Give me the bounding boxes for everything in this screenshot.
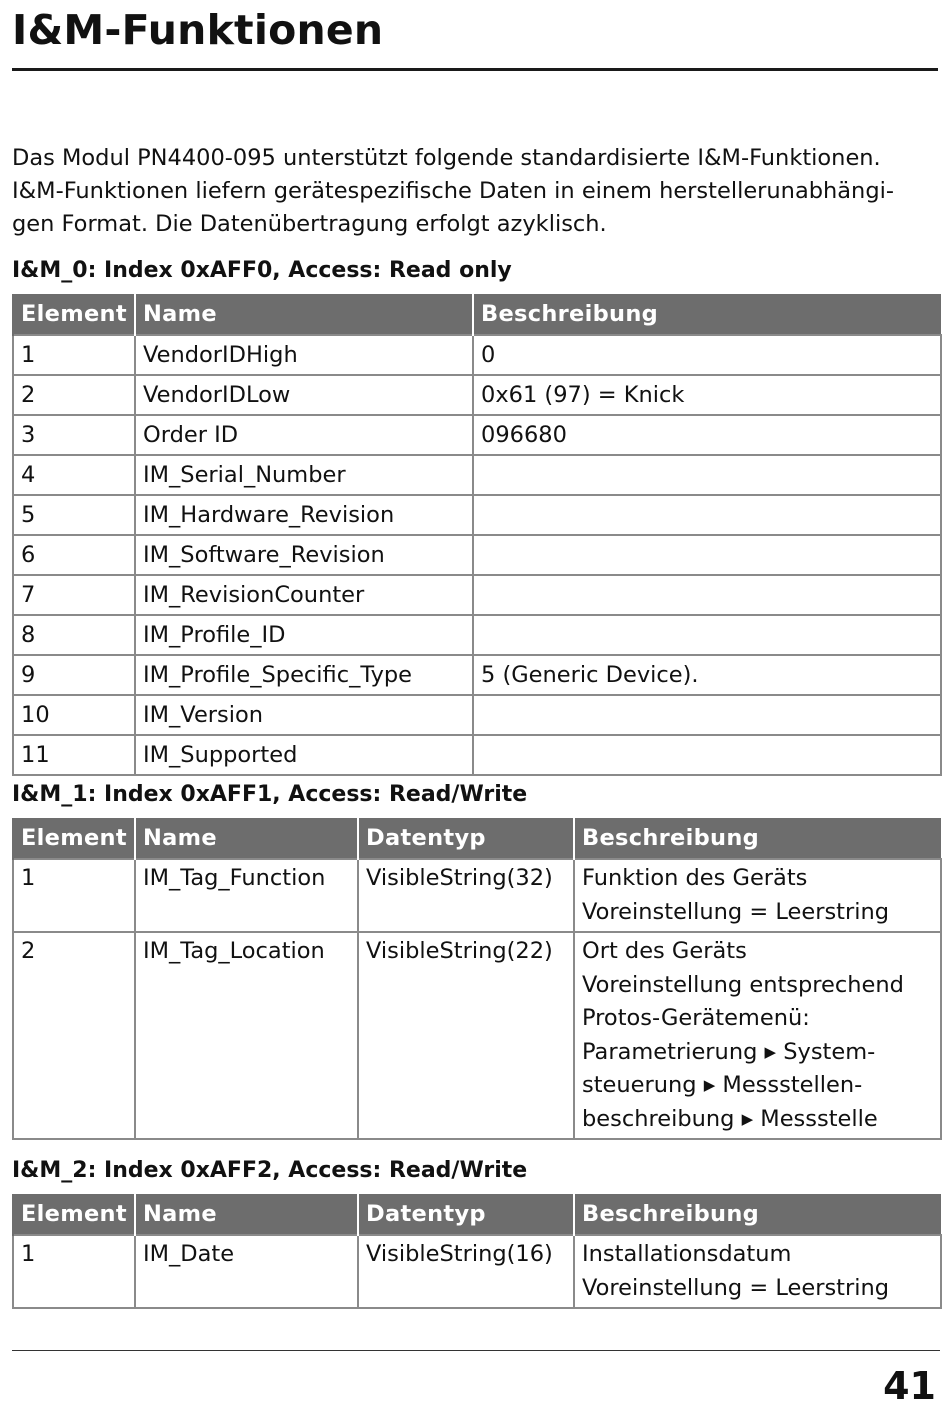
cell-element: 10 bbox=[13, 695, 135, 735]
menu-path-item: steuerung bbox=[582, 1072, 697, 1098]
table-row bbox=[13, 535, 941, 575]
table-header-row bbox=[13, 818, 941, 859]
cell-name: VendorIDHigh bbox=[135, 335, 473, 375]
page-title: I&M-Funktionen bbox=[12, 6, 384, 54]
section-heading-im2: I&M_2: Index 0xAFF2, Access: Read/Write bbox=[12, 1158, 528, 1183]
im2-table bbox=[12, 1194, 942, 1309]
menu-path-item: Messstellen- bbox=[722, 1072, 863, 1098]
cell-beschreibung: 0x61 (97) = Knick bbox=[473, 375, 941, 415]
cell-name: IM_Tag_Location bbox=[135, 932, 358, 1139]
cell-beschreibung bbox=[473, 535, 941, 575]
table-row bbox=[13, 859, 941, 932]
description-line: Ort des Geräts bbox=[582, 938, 747, 964]
cell-name: VendorIDLow bbox=[135, 375, 473, 415]
table-row bbox=[13, 1235, 941, 1308]
cell-element: 1 bbox=[13, 335, 135, 375]
table-row bbox=[13, 695, 941, 735]
section-heading-im0: I&M_0: Index 0xAFF0, Access: Read only bbox=[12, 258, 512, 283]
cell-element: 6 bbox=[13, 535, 135, 575]
cell-element: 7 bbox=[13, 575, 135, 615]
cell-name: IM_Tag_Function bbox=[135, 859, 358, 932]
column-header-name: Name bbox=[135, 1194, 358, 1235]
cell-name: IM_Profile_Specific_Type bbox=[135, 655, 473, 695]
triangle-right-icon: ▶ bbox=[741, 1109, 754, 1128]
section-heading-im1: I&M_1: Index 0xAFF1, Access: Read/Write bbox=[12, 782, 528, 807]
menu-path-item: System- bbox=[783, 1038, 876, 1065]
page-number: 41 bbox=[883, 1364, 936, 1408]
menu-path-item: Parametrierung bbox=[582, 1038, 758, 1065]
cell-datentyp: VisibleString(32) bbox=[358, 859, 574, 932]
table-row bbox=[13, 932, 941, 1139]
description-line: Voreinstellung = Leerstring bbox=[582, 898, 890, 925]
column-header-element: Element bbox=[13, 1194, 135, 1235]
table-row bbox=[13, 575, 941, 615]
intro-line: Das Modul PN4400-095 unterstützt folgende standardisierte I&M-Funktionen. bbox=[12, 145, 881, 171]
cell-element: 5 bbox=[13, 495, 135, 535]
menu-path-item: Messstelle bbox=[760, 1105, 878, 1132]
cell-beschreibung bbox=[574, 932, 941, 1139]
table-row bbox=[13, 735, 941, 775]
description-line: Voreinstellung entsprechend bbox=[582, 971, 904, 998]
cell-element: 8 bbox=[13, 615, 135, 655]
description-line: Protos-Gerätemenü: bbox=[582, 1005, 810, 1031]
cell-name: Order ID bbox=[135, 415, 473, 455]
cell-datentyp: VisibleString(22) bbox=[358, 932, 574, 1139]
cell-datentyp: VisibleString(16) bbox=[358, 1235, 574, 1308]
cell-element: 2 bbox=[13, 932, 135, 1139]
cell-element: 1 bbox=[13, 1235, 135, 1308]
cell-beschreibung: 096680 bbox=[473, 415, 941, 455]
cell-beschreibung bbox=[473, 575, 941, 615]
table-row bbox=[13, 335, 941, 375]
column-header-datentyp: Datentyp bbox=[358, 818, 574, 859]
cell-name: IM_Date bbox=[135, 1235, 358, 1308]
table-row bbox=[13, 615, 941, 655]
cell-name: IM_Version bbox=[135, 695, 473, 735]
cell-element: 1 bbox=[13, 859, 135, 932]
cell-element: 9 bbox=[13, 655, 135, 695]
cell-beschreibung: 0 bbox=[473, 335, 941, 375]
cell-name: IM_Profile_ID bbox=[135, 615, 473, 655]
column-header-element: Element bbox=[13, 294, 135, 335]
cell-beschreibung bbox=[473, 495, 941, 535]
triangle-right-icon: ▶ bbox=[764, 1042, 777, 1061]
description-line: Voreinstellung = Leerstring bbox=[582, 1274, 890, 1301]
cell-name: IM_Supported bbox=[135, 735, 473, 775]
description-line: Installationsdatum bbox=[582, 1241, 792, 1267]
cell-element: 4 bbox=[13, 455, 135, 495]
column-header-beschreibung: Beschreibung bbox=[574, 818, 941, 859]
description-line bbox=[582, 1103, 933, 1137]
column-header-name: Name bbox=[135, 294, 473, 335]
cell-name: IM_Serial_Number bbox=[135, 455, 473, 495]
column-header-datentyp: Datentyp bbox=[358, 1194, 574, 1235]
column-header-beschreibung: Beschreibung bbox=[473, 294, 941, 335]
cell-beschreibung bbox=[473, 615, 941, 655]
table-row bbox=[13, 495, 941, 535]
table-row bbox=[13, 375, 941, 415]
footer-divider bbox=[12, 1350, 940, 1351]
triangle-right-icon: ▶ bbox=[703, 1076, 716, 1094]
cell-beschreibung bbox=[574, 859, 941, 932]
description-line bbox=[582, 1069, 933, 1103]
table-row bbox=[13, 415, 941, 455]
column-header-beschreibung: Beschreibung bbox=[574, 1194, 941, 1235]
cell-name: IM_Hardware_Revision bbox=[135, 495, 473, 535]
cell-name: IM_RevisionCounter bbox=[135, 575, 473, 615]
cell-element: 3 bbox=[13, 415, 135, 455]
cell-beschreibung bbox=[473, 695, 941, 735]
im0-table bbox=[12, 294, 942, 776]
title-divider bbox=[12, 68, 938, 71]
cell-element: 11 bbox=[13, 735, 135, 775]
column-header-name: Name bbox=[135, 818, 358, 859]
im1-table bbox=[12, 818, 942, 1140]
cell-element: 2 bbox=[13, 375, 135, 415]
cell-name: IM_Software_Revision bbox=[135, 535, 473, 575]
description-line: Funktion des Geräts bbox=[582, 865, 808, 891]
menu-path-item: beschreibung bbox=[582, 1105, 735, 1132]
im0-table-body bbox=[13, 335, 941, 775]
table-row bbox=[13, 455, 941, 495]
cell-beschreibung bbox=[473, 455, 941, 495]
column-header-element: Element bbox=[13, 818, 135, 859]
description-line bbox=[582, 1036, 933, 1070]
table-row bbox=[13, 655, 941, 695]
table-header-row bbox=[13, 1194, 941, 1235]
cell-beschreibung bbox=[473, 735, 941, 775]
cell-beschreibung bbox=[574, 1235, 941, 1308]
intro-line: I&M-Funktionen liefern gerätespezifische Daten in einem herstellerunabhängi- bbox=[12, 178, 894, 204]
intro-line: gen Format. Die Datenübertragung erfolgt azyklisch. bbox=[12, 211, 607, 237]
intro-paragraph bbox=[12, 142, 938, 241]
cell-beschreibung: 5 (Generic Device). bbox=[473, 655, 941, 695]
table-header-row bbox=[13, 294, 941, 335]
